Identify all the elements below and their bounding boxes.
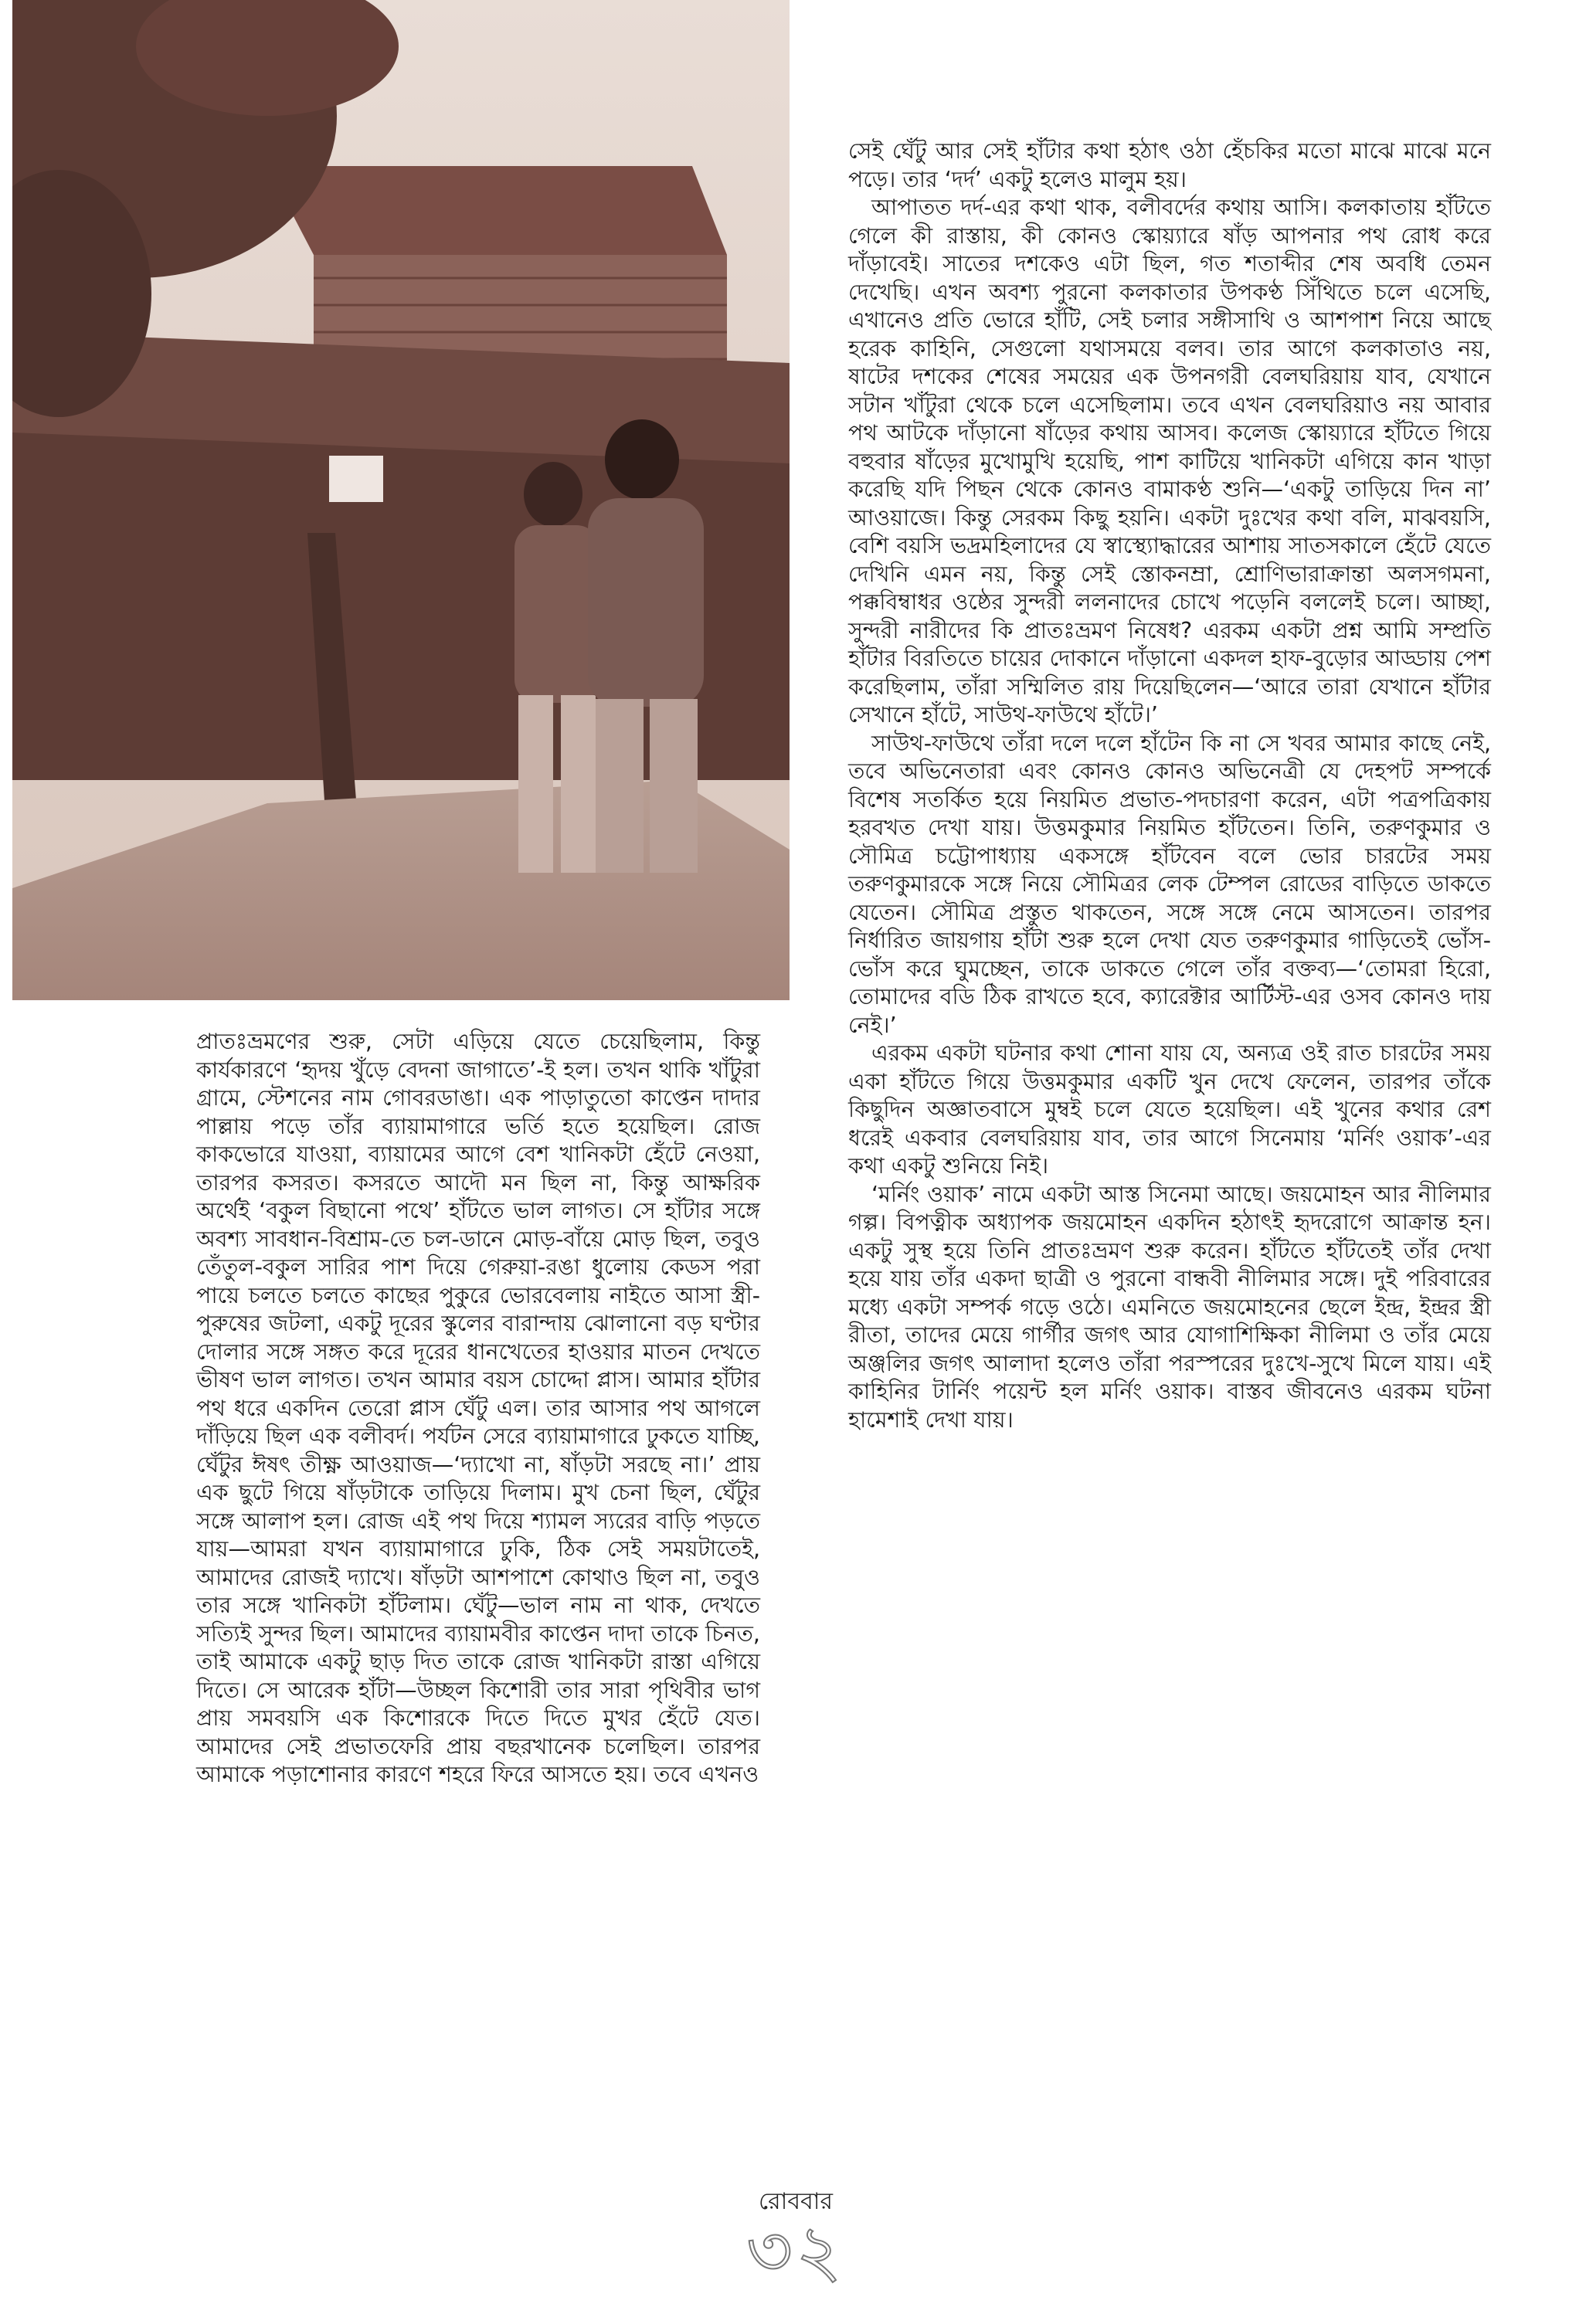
sepia-photo-icon xyxy=(12,0,790,1000)
magazine-name: রোববার xyxy=(759,2188,833,2215)
page-number: ৩২ xyxy=(746,2210,845,2292)
article-left-column xyxy=(196,1028,760,1790)
article-right-column xyxy=(848,137,1491,1434)
paragraph: আপাতত দর্দ-এর কথা থাক, বলীবর্দের কথায় আসি। কলকাতায় হাঁটতে গেলে কী রাস্তায়, কী কোনও স্কোয়্যারে ষাঁড় আপনার পথ রোধ করে দাঁড়াবেই। সাতের দশকেও এটা ছিল, গত শতাব্দীর শেষ অবধি তেমন দেখেছি। এখন অবশ্য পুরনো কলকাতার উপকণ্ঠ সিঁথিতে চলে এসেছি, এখানেও প্রতি ভোরে হাঁটি, সেই চলার সঙ্গীসাথি ও আশপাশ নিয়ে আছে হরেক কাহিনি, সেগুলো যথাসময়ে বলব। তার আগে কলকাতাও নয়, ষাটের দশকের শেষের সময়ের এক উপনগরী বেলঘরিয়ায় যাব, যেখানে সটান খাঁটুরা থেকে চলে এসেছিলাম। তবে এখন বেলঘরিয়াও নয় আবার পথ আটকে দাঁড়ানো ষাঁড়ের কথায় আসব। কলেজ স্কোয়্যারে হাঁটতে গিয়ে বহুবার ষাঁড়ের মুখোমুখি হয়েছি, পাশ কাটিয়ে খানিকটা এগিয়ে কান খাড়া করেছি যদি পিছন থেকে কোনও বামাকণ্ঠ শুনি—‘একটু তাড়িয়ে দিন না’ আওয়াজে। কিন্তু সেরকম কিছু হয়নি। একটা দুঃখের কথা বলি, মাঝবয়সি, বেশি বয়সি ভদ্রমহিলাদের যে স্বাস্থ্যোদ্ধারের আশায় সাতসকালে হেঁটে যেতে দেখিনি এমন নয়, কিন্তু সেই স্তোকনম্রা, শ্রোণিভারাক্রান্তা অলসগমনা, পক্কবিম্বাধর ওষ্ঠের সুন্দরী ললনাদের চোখে পড়েনি বললেই চলে। আচ্ছা, সুন্দরী নারীদের কি প্রাতঃভ্রমণ নিষেধ? এরকম একটা প্রশ্ন আমি সম্প্রতি হাঁটার বিরতিতে চায়ের দোকানে দাঁড়ানো একদল হাফ-বুড়োর আড্ডায় পেশ করেছিলাম, তাঁরা সম্মিলিত রায় দিয়েছিলেন—‘আরে তারা যেখানে হাঁটার সেখানে হাঁটে, সাউথ-ফাউথে হাঁটে।’ xyxy=(848,195,1491,728)
paragraph: সেই ঘেঁটু আর সেই হাঁটার কথা হঠাৎ ওঠা হেঁচকির মতো মাঝে মাঝে মনে পড়ে। তার ‘দর্দ’ একটু হলেও মালুম হয়। xyxy=(848,138,1491,192)
paragraph: এরকম একটা ঘটনার কথা শোনা যায় যে, অন্যত্র ওই রাত চারটের সময় একা হাঁটতে গিয়ে উত্তমকুমার একটি খুন দেখে ফেলেন, তারপর তাঁকে কিছুদিন অজ্ঞাতবাসে মুম্বই চলে যেতে হয়েছিল। এই খুনের কথার রেশ ধরেই একবার বেলঘরিয়ায় যাব, তার আগে সিনেমায় ‘মর্নিং ওয়াক’-এর কথা একটু শুনিয়ে নিই। xyxy=(848,1040,1491,1179)
page-footer xyxy=(695,2188,896,2292)
paragraph: সাউথ-ফাউথে তাঁরা দলে দলে হাঁটেন কি না সে খবর আমার কাছে নেই, তবে অভিনেতারা এবং কোনও কোনও অভিনেত্রী যে দেহপট সম্পর্কে বিশেষ সতর্কিত হয়ে নিয়মিত প্রভাত-পদচারণা করেন, এটা পত্রপত্রিকায় হরবখত দেখা যায়। উত্তমকুমার নিয়মিত হাঁটতেন। তিনি, তরুণকুমার ও সৌমিত্র চট্টোপাধ্যায় একসঙ্গে হাঁটবেন বলে ভোর চারটের সময় তরুণকুমারকে সঙ্গে নিয়ে সৌমিত্রর লেক টেম্পল রোডের বাড়িতে ডাকতে যেতেন। সৌমিত্র প্রস্তুত থাকতেন, সঙ্গে সঙ্গে নেমে আসতেন। তারপর নির্ধারিত জায়গায় হাঁটা শুরু হলে দেখা যেত তরুণকুমার গাড়িতেই ভোঁস-ভোঁস করে ঘুমচ্ছেন, তাকে ডাকতে গেলে তাঁর বক্তব্য—‘তোমরা হিরো, তোমাদের বডি ঠিক রাখতে হবে, ক্যারেক্টার আর্টিস্ট-এর ওসব কোনও দায় নেই।’ xyxy=(848,730,1491,1038)
paragraph: ‘মর্নিং ওয়াক’ নামে একটা আস্ত সিনেমা আছে। জয়মোহন আর নীলিমার গল্প। বিপত্নীক অধ্যাপক জয়মোহন একদিন হঠাৎই হৃদরোগে আক্রান্ত হন। একটু সুস্থ হয়ে তিনি প্রাতঃভ্রমণ শুরু করেন। হাঁটতে হাঁটতেই তাঁর দেখা হয়ে যায় তাঁর একদা ছাত্রী ও পুরনো বান্ধবী নীলিমার সঙ্গে। দুই পরিবারের মধ্যে একটা সম্পর্ক গড়ে ওঠে। এমনিতে জয়মোহনের ছেলে ইন্দ্র, ইন্দ্রর স্ত্রী রীতা, তাদের মেয়ে গার্গীর জগৎ আর যোগাশিক্ষিকা নীলিমা ও তাঁর মেয়ে অঞ্জলির জগৎ আলাদা হলেও তাঁরা পরস্পরের দুঃখে-সুখে মিলে যায়। এই কাহিনির টার্নিং পয়েন্ট হল মর্নিং ওয়াক। বাস্তব জীবনেও এরকম ঘটনা হামেশাই দেখা যায়। xyxy=(848,1181,1491,1433)
paragraph: প্রাতঃভ্রমণের শুরু, সেটা এড়িয়ে যেতে চেয়েছিলাম, কিন্তু কার্যকারণে ‘হৃদয় খুঁড়ে বেদনা জাগাতে’-ই হল। তখন থাকি খাঁটুরা গ্রামে, স্টেশনের নাম গোবরডাঙা। এক পাড়াতুতো কাপ্তেন দাদার পাল্লায় পড়ে তাঁর ব্যায়ামাগারে ভর্তি হতে হয়েছিল। রোজ কাকভোরে যাওয়া, ব্যায়ামের আগে বেশ খানিকটা হেঁটে নেওয়া, তারপর কসরত। কসরতে আদৌ মন ছিল না, কিন্তু আক্ষরিক অর্থেই ‘বকুল বিছানো পথে’ হাঁটতে ভাল লাগত। সে হাঁটার সঙ্গে অবশ্য সাবধান-বিশ্রাম-তে চল-ডানে মোড়-বাঁয়ে মোড় ছিল, তবুও তেঁতুল-বকুল সারির পাশ দিয়ে গেরুয়া-রঙা ধুলোয় কেডস পরা পায়ে চলতে চলতে কাছের পুকুরে ভোরবেলায় নাইতে আসা স্ত্রী-পুরুষের জটলা, একটু দূরের স্কুলের বারান্দায় ঝোলানো বড় ঘণ্টার দোলার সঙ্গে সঙ্গত করে দূরের ধানখেতের হাওয়ার মাতন দেখতে ভীষণ ভাল লাগত। তখন আমার বয়স চোদ্দো প্লাস। আমার হাঁটার পথ ধরে একদিন তেরো প্লাস ঘেঁটু এল। তার আসার পথ আগলে দাঁড়িয়ে ছিল এক বলীবর্দ। পর্যটন সেরে ব্যায়ামাগারে ঢুকতে যাচ্ছি, ঘেঁটুর ঈষৎ তীক্ষ্ণ আওয়াজ—‘দ্যাখো না, ষাঁড়টা সরছে না।’ প্রায় এক ছুটে গিয়ে ষাঁড়টাকে তাড়িয়ে দিলাম। মুখ চেনা ছিল, ঘেঁটুর সঙ্গে আলাপ হল। রোজ এই পথ দিয়ে শ্যামল স্যরের বাড়ি পড়তে যায়—আমরা যখন ব্যায়ামাগারে ঢুকি, ঠিক সেই সময়টাতেই, আমাদের রোজই দ্যাখে। ষাঁড়টা আশপাশে কোথাও ছিল না, তবুও তার সঙ্গে খানিকটা হাঁটলাম। ঘেঁটু—ভাল নাম না থাক, দেখতে সত্যিই সুন্দর ছিল। আমাদের ব্যায়ামবীর কাপ্তেন দাদা তাকে চিনত, তাই আমাকে একটু ছাড় দিত তাকে রোজ খানিকটা রাস্তা এগিয়ে দিতে। সে আরেক হাঁটা—উচ্ছল কিশোরী তার সারা পৃথিবীর ভাগ প্রায় সমবয়সি এক কিশোরকে দিতে দিতে মুখর হেঁটে যেত। আমাদের সেই প্রভাতফেরি প্রায় বছরখানেক চলেছিল। তারপর আমাকে পড়াশোনার কারণে শহরে ফিরে আসতে হয়। তবে এখনও xyxy=(196,1029,760,1787)
photo-couple-walking xyxy=(12,0,790,1000)
